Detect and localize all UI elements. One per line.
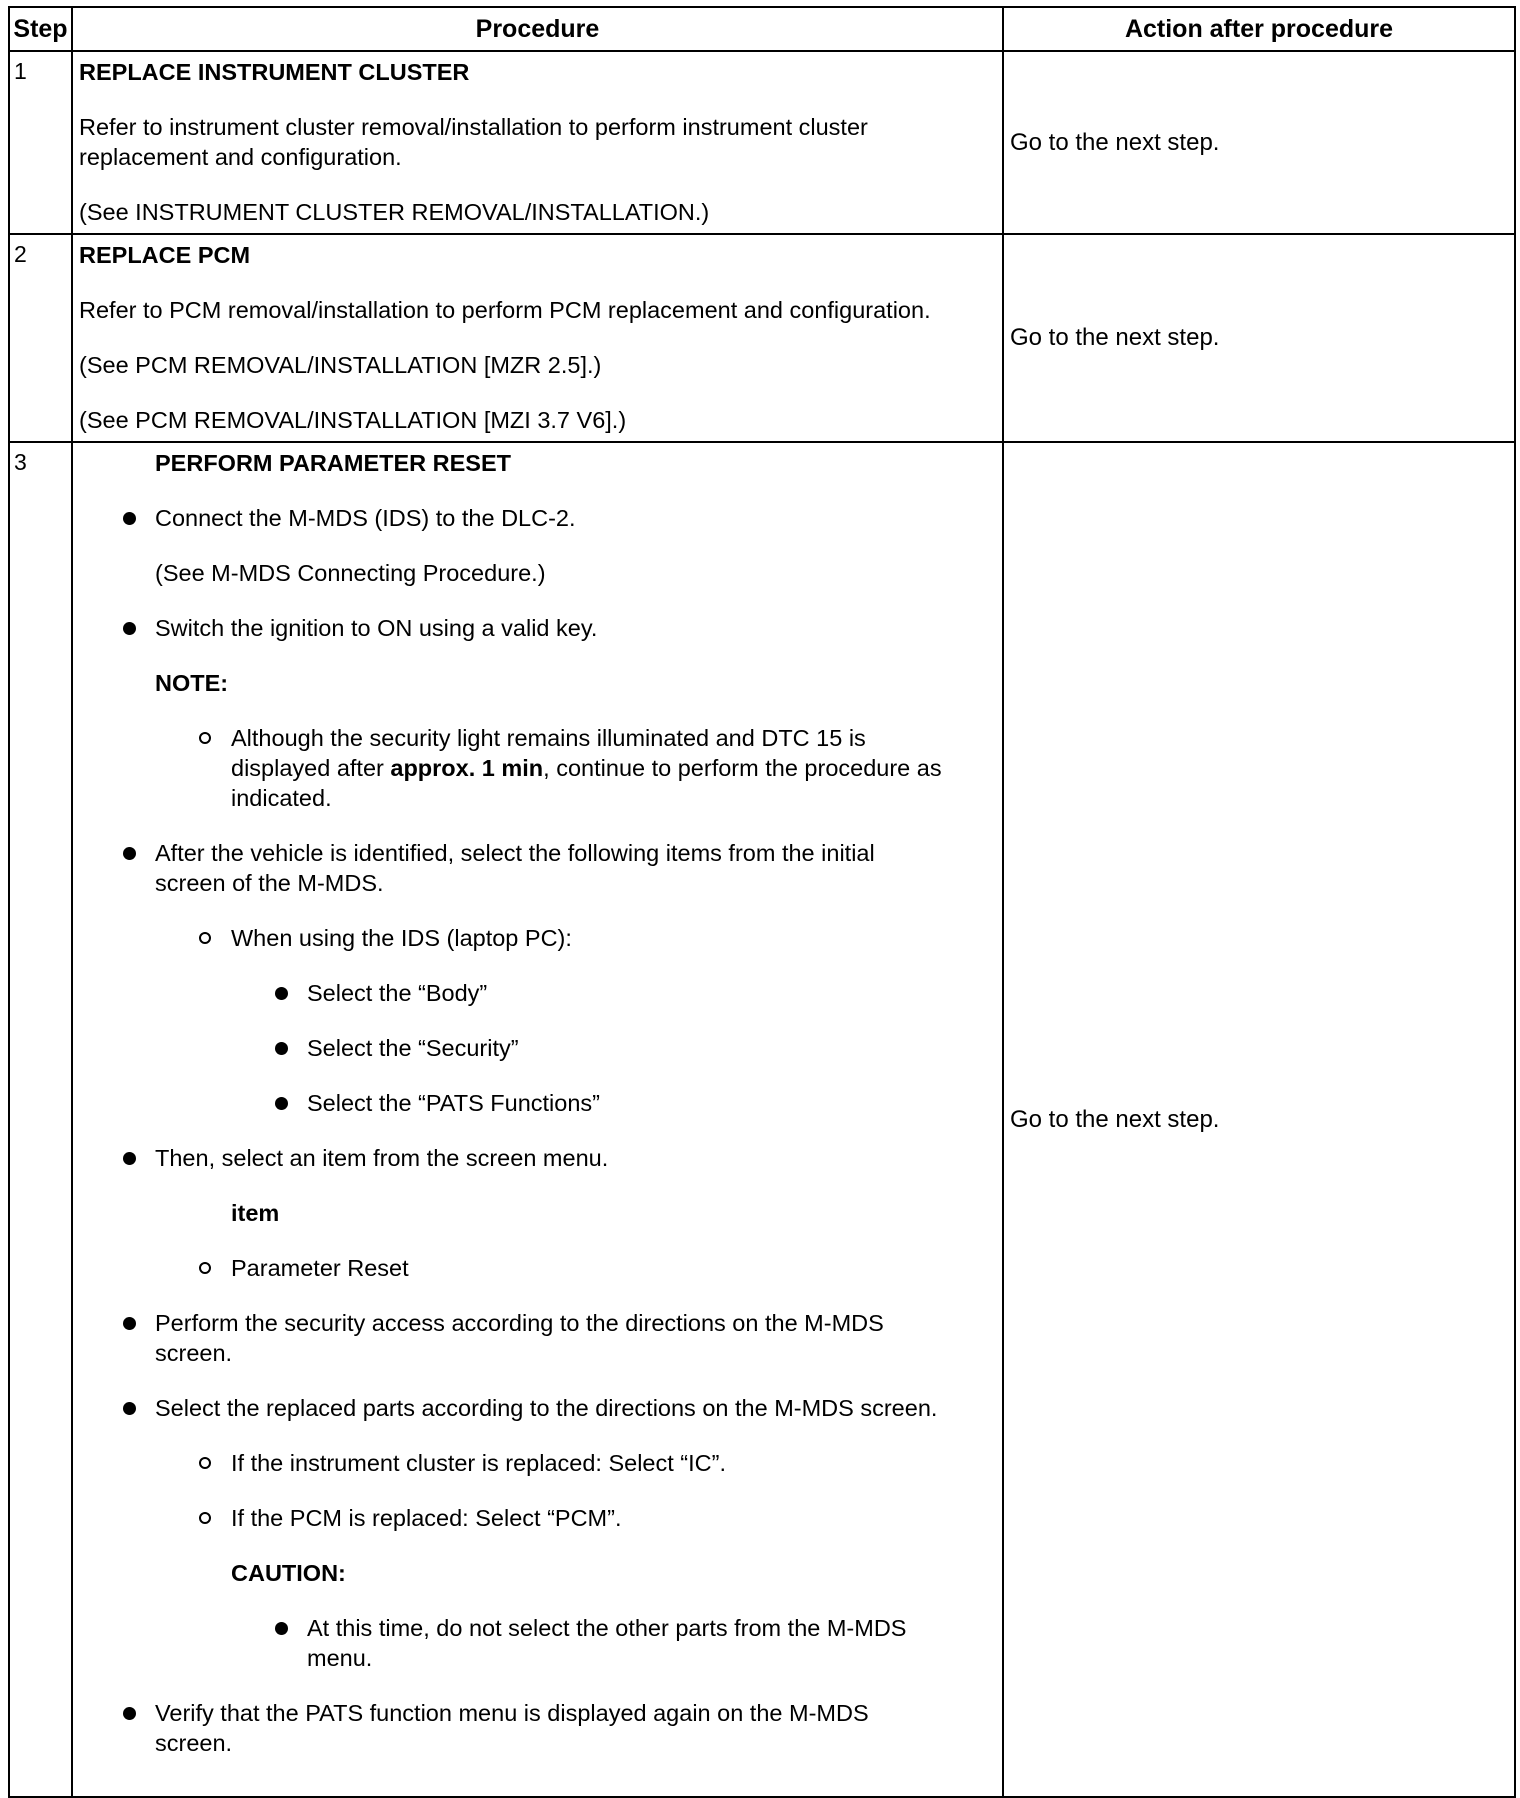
header-step: Step xyxy=(9,7,72,51)
procedure-cell xyxy=(72,51,1003,234)
table-row xyxy=(9,442,1515,1797)
step-text: Refer to PCM removal/installation to perform PCM replacement and configuration. xyxy=(79,297,931,323)
table-header-row xyxy=(9,7,1515,51)
caution-item: At this time, do not select the other parts from the M-MDS menu. xyxy=(73,1613,1002,1673)
table-row xyxy=(9,234,1515,442)
reference-text: (See PCM REMOVAL/INSTALLATION [MZR 2.5].) xyxy=(79,352,602,378)
circle-bullet-icon xyxy=(199,1512,211,1524)
header-action: Action after procedure xyxy=(1003,7,1515,51)
sub-bullet-item: When using the IDS (laptop PC): xyxy=(73,923,1002,953)
item-label: item xyxy=(231,1200,280,1226)
bullet-item: Then, select an item from the screen menu. xyxy=(73,1143,1002,1173)
bullet-item: After the vehicle is identified, select the following items from the initial screen of the M-MDS. xyxy=(73,838,1002,898)
step-number: 3 xyxy=(9,442,72,1797)
bullet-icon xyxy=(123,622,136,635)
bullet-icon xyxy=(275,987,288,1000)
step-title: REPLACE INSTRUMENT CLUSTER xyxy=(79,59,470,85)
step-text: Refer to instrument cluster removal/installation to perform instrument cluster replacement and configuration. xyxy=(79,114,868,170)
circle-bullet-icon xyxy=(199,732,211,744)
action-cell: Go to the next step. xyxy=(1003,442,1515,1797)
step-number: 2 xyxy=(9,234,72,442)
bullet-icon xyxy=(123,1317,136,1330)
table-row xyxy=(9,51,1515,234)
note-label: NOTE: xyxy=(155,670,229,696)
bullet-icon xyxy=(275,1622,288,1635)
procedure-cell xyxy=(72,234,1003,442)
bullet-icon xyxy=(123,847,136,860)
sub-bullet-item: Parameter Reset xyxy=(73,1253,1002,1283)
menu-item: Select the “Body” xyxy=(73,978,1002,1008)
circle-bullet-icon xyxy=(199,932,211,944)
bullet-item: Select the replaced parts according to the directions on the M-MDS screen. xyxy=(73,1393,1002,1423)
bullet-icon xyxy=(123,512,136,525)
bullet-item: Switch the ignition to ON using a valid key. xyxy=(73,613,1002,643)
note-item: Although the security light remains illuminated and DTC 15 is displayed after approx. 1 min, continue to perform the procedure as indicated. xyxy=(73,723,1002,813)
bullet-icon xyxy=(275,1097,288,1110)
menu-item: Select the “PATS Functions” xyxy=(73,1088,1002,1118)
step-title: PERFORM PARAMETER RESET xyxy=(155,450,511,476)
menu-item: Select the “Security” xyxy=(73,1033,1002,1063)
bullet-icon xyxy=(275,1042,288,1055)
step-title: REPLACE PCM xyxy=(79,242,251,268)
procedure-table xyxy=(8,6,1516,1798)
bullet-icon xyxy=(123,1402,136,1415)
reference-text: (See INSTRUMENT CLUSTER REMOVAL/INSTALLATION.) xyxy=(79,199,710,225)
bullet-icon xyxy=(123,1152,136,1165)
caution-label: CAUTION: xyxy=(231,1560,346,1586)
circle-bullet-icon xyxy=(199,1262,211,1274)
sub-bullet-item: If the PCM is replaced: Select “PCM”. xyxy=(73,1503,1002,1533)
bullet-item: Verify that the PATS function menu is displayed again on the M-MDS screen. xyxy=(73,1698,1002,1758)
reference-text: (See M-MDS Connecting Procedure.) xyxy=(155,560,546,586)
reference-text: (See PCM REMOVAL/INSTALLATION [MZI 3.7 V6].) xyxy=(79,407,627,433)
header-procedure: Procedure xyxy=(72,7,1003,51)
bullet-item: Perform the security access according to the directions on the M-MDS screen. xyxy=(73,1308,1002,1368)
step-number: 1 xyxy=(9,51,72,234)
bullet-icon xyxy=(123,1707,136,1720)
bullet-item: Connect the M-MDS (IDS) to the DLC-2. xyxy=(73,503,1002,533)
action-cell: Go to the next step. xyxy=(1003,51,1515,234)
circle-bullet-icon xyxy=(199,1457,211,1469)
procedure-cell xyxy=(72,442,1003,1797)
action-cell: Go to the next step. xyxy=(1003,234,1515,442)
sub-bullet-item: If the instrument cluster is replaced: Select “IC”. xyxy=(73,1448,1002,1478)
